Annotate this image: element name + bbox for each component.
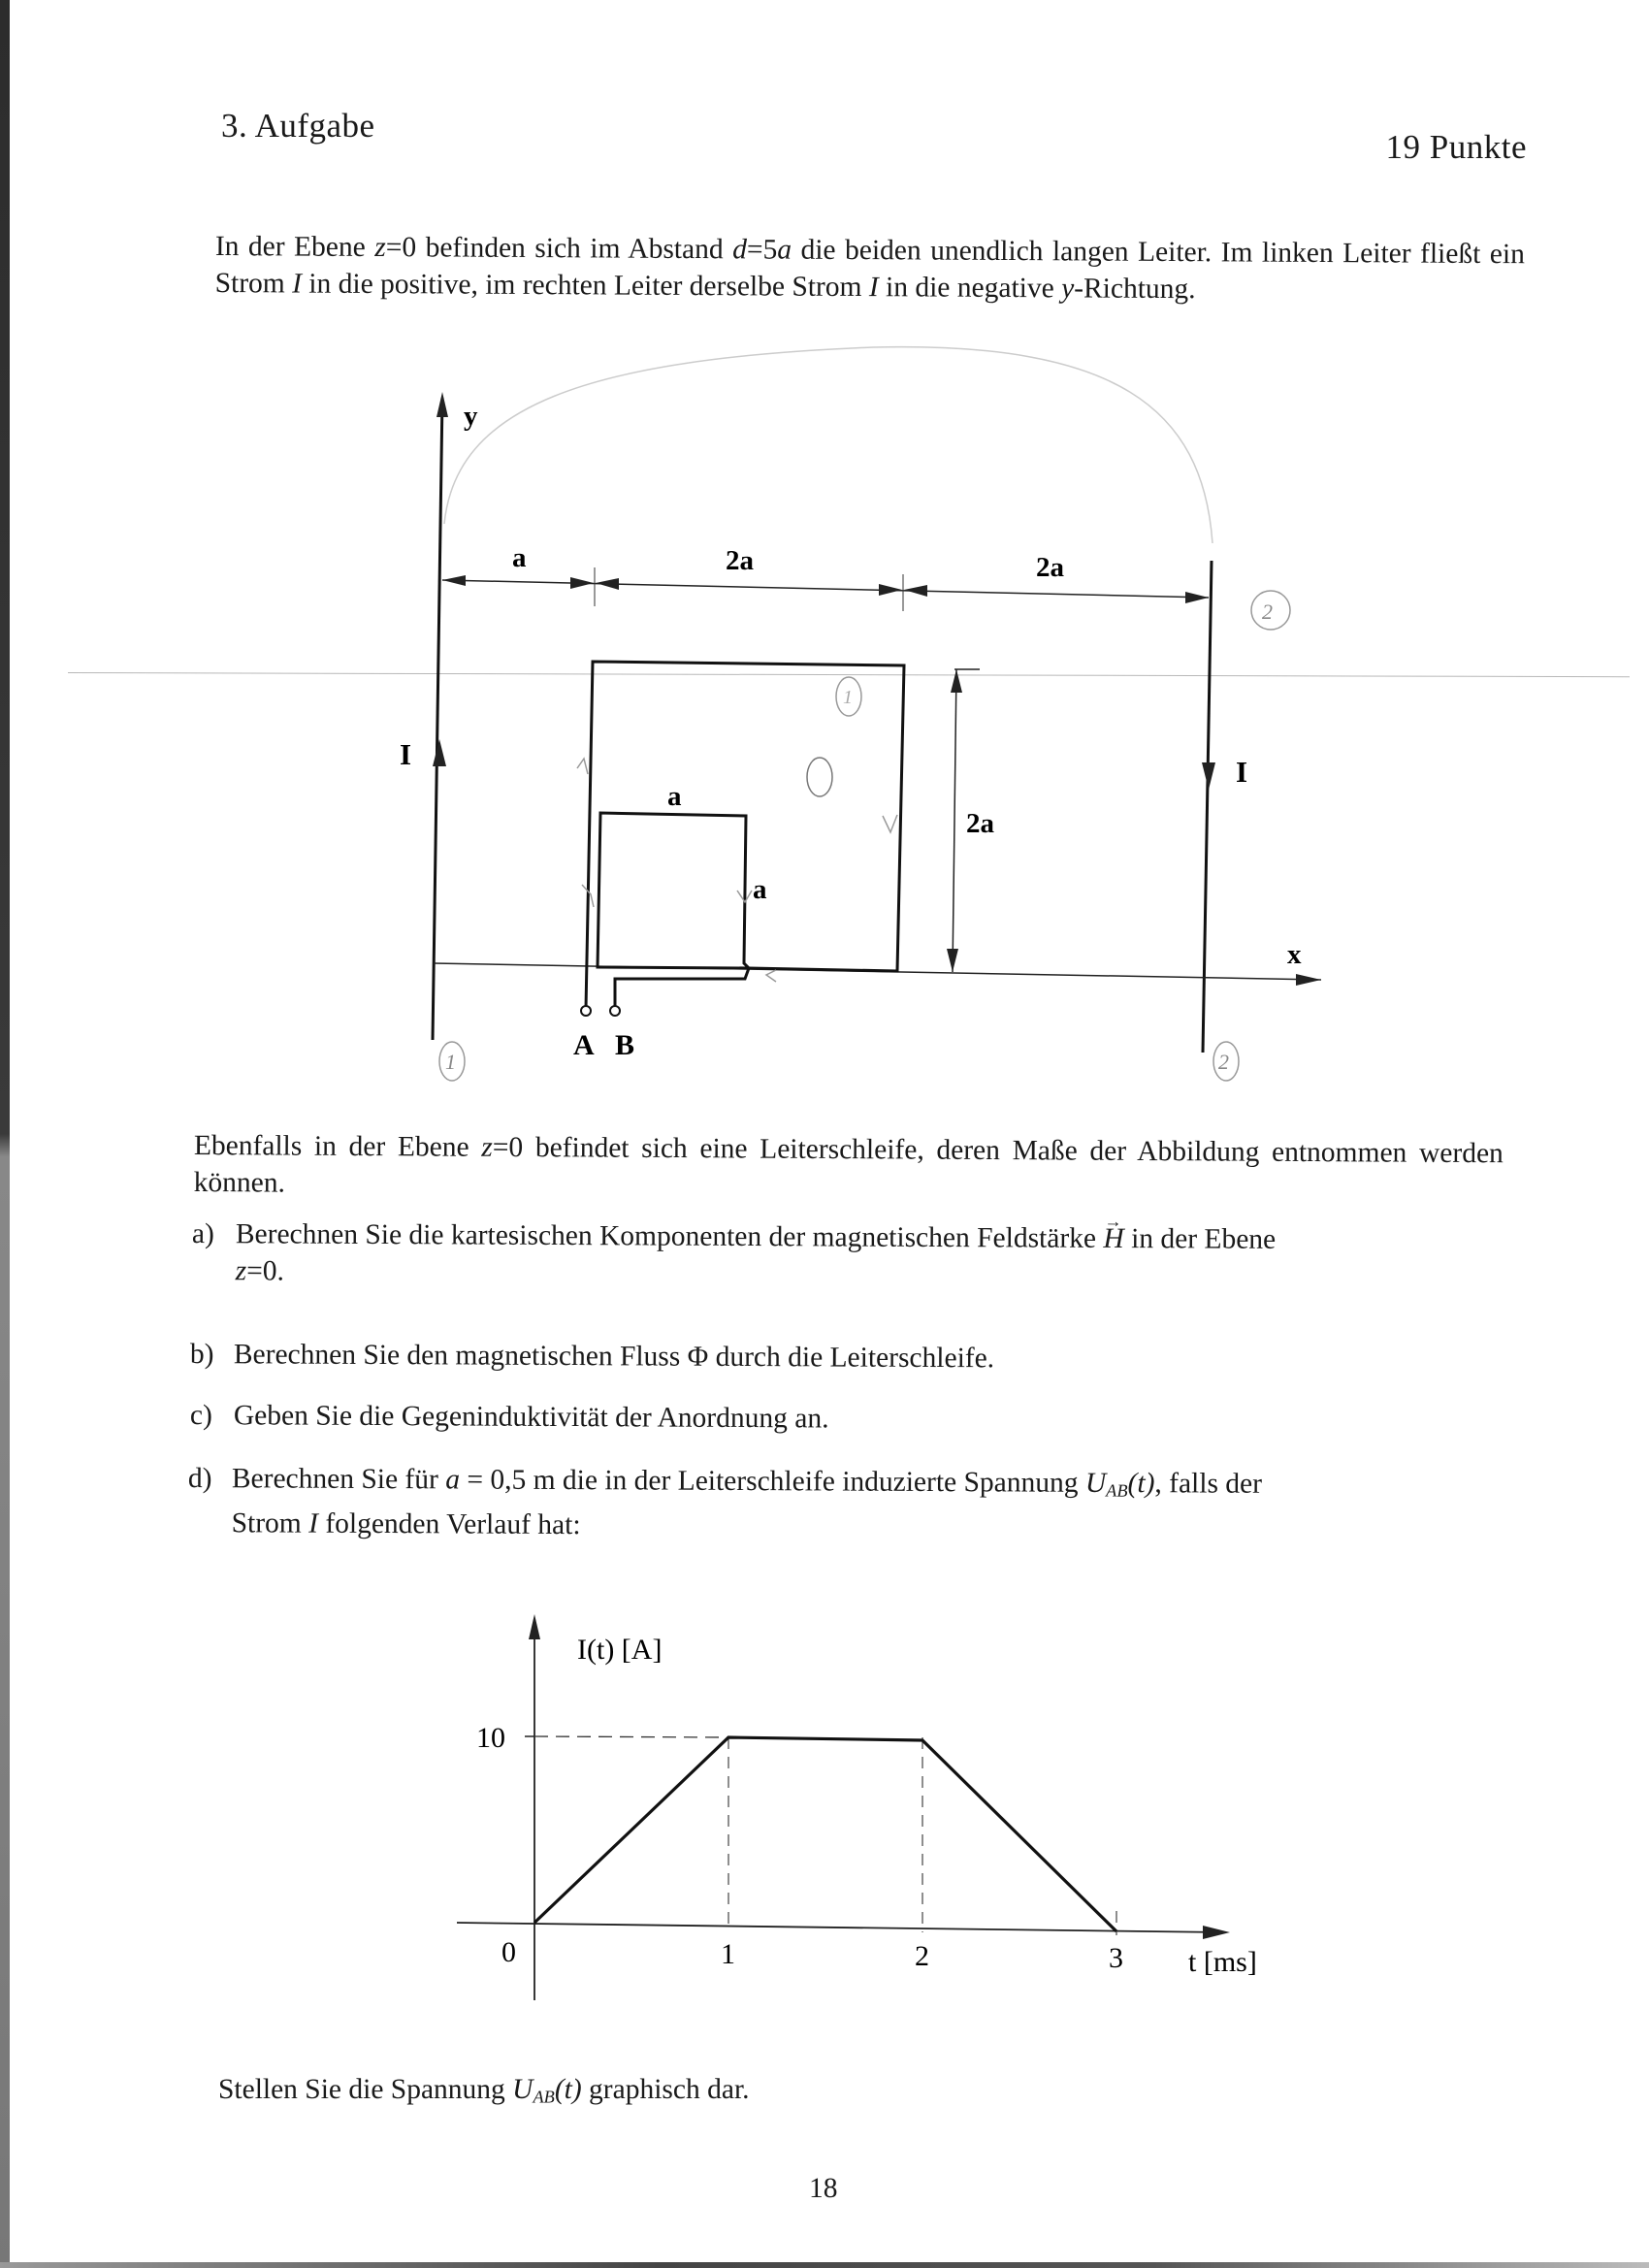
x-axis-label: x [1287,939,1302,970]
task-a-label: a) [191,1218,214,1250]
x-axis-arrow-icon [1203,1926,1230,1939]
exercise-points: 19 Punkte [1385,128,1527,166]
x-tick-label-3: 3 [1109,1942,1123,1974]
terminal-b-label: B [615,1029,635,1061]
page-number: 18 [809,2173,838,2204]
right-current-label: I [1236,755,1248,789]
y-axis-arrow-icon [529,1614,540,1639]
dimension-label-2a-middle: 2a [726,545,754,576]
y-tick-label: 10 [476,1722,505,1754]
final-instruction: Stellen Sie die Spannung $U_{AB}(t)$ graphisch dar. [218,2074,750,2107]
handwritten-mark-1: 1 [445,1050,456,1074]
task-b-text: Berechnen Sie den magnetischen Fluss Φ durch die Leiterschleife. [233,1339,995,1375]
task-d-label: d) [187,1463,212,1495]
task-c-label: c) [189,1400,212,1432]
intro-paragraph: In der Ebene z=0 befinden sich im Abstand d=5a die beiden unendlich langen Leiter. Im linken Leiter fließt ein Strom I in die positive, im rechten Leiter derselbe Strom I in die negative y-Richtung. [214,230,1525,306]
handwritten-mark-3: 2 [1262,599,1273,624]
task-b-label: b) [189,1339,214,1371]
task-a-text: Berechnen Sie die kartesischen Komponenten der magnetischen Feldstärke → H in der Ebene z=0. [236,1215,1497,1296]
x-axis-label: t [ms] [1188,1946,1257,1978]
loop-description-paragraph: Ebenfalls in der Ebene z=0 befindet sich eine Leiterschleife, deren Maße der Abbildung entnommen werden können. [193,1130,1504,1199]
task-c-text: Geben Sie die Gegeninduktivität der Anordnung an. [233,1400,829,1435]
exercise-title: 3. Aufgabe [221,107,375,145]
terminal-a-label: A [573,1029,595,1061]
dimension-label-a: a [512,542,527,573]
series-line-I [534,1737,1116,1931]
inner-width-label: a [667,781,682,812]
x-tick-label-0: 0 [501,1936,516,1968]
y-axis-label: I(t) [A] [577,1634,663,1666]
scan-edge-bottom [0,2262,1649,2268]
handwritten-mark-2: 2 [1218,1050,1229,1074]
x-tick-label-1: 1 [721,1938,735,1970]
dimension-label-height-2a: 2a [966,808,994,839]
y-axis-label: y [464,401,478,432]
handwritten-mark-4: 1 [843,687,853,708]
task-d-text: Berechnen Sie für a = 0,5 m die in der Leiterschleife induzierte Spannung $U_{AB}(t)$, falls der Strom I folgenden Verlauf hat: [231,1463,1263,1540]
inner-height-label: a [753,874,767,905]
guide-line-10A [534,1736,728,1737]
left-current-label: I [400,737,412,771]
x-tick-label-2: 2 [915,1940,929,1972]
dimension-label-2a-right: 2a [1036,552,1064,583]
